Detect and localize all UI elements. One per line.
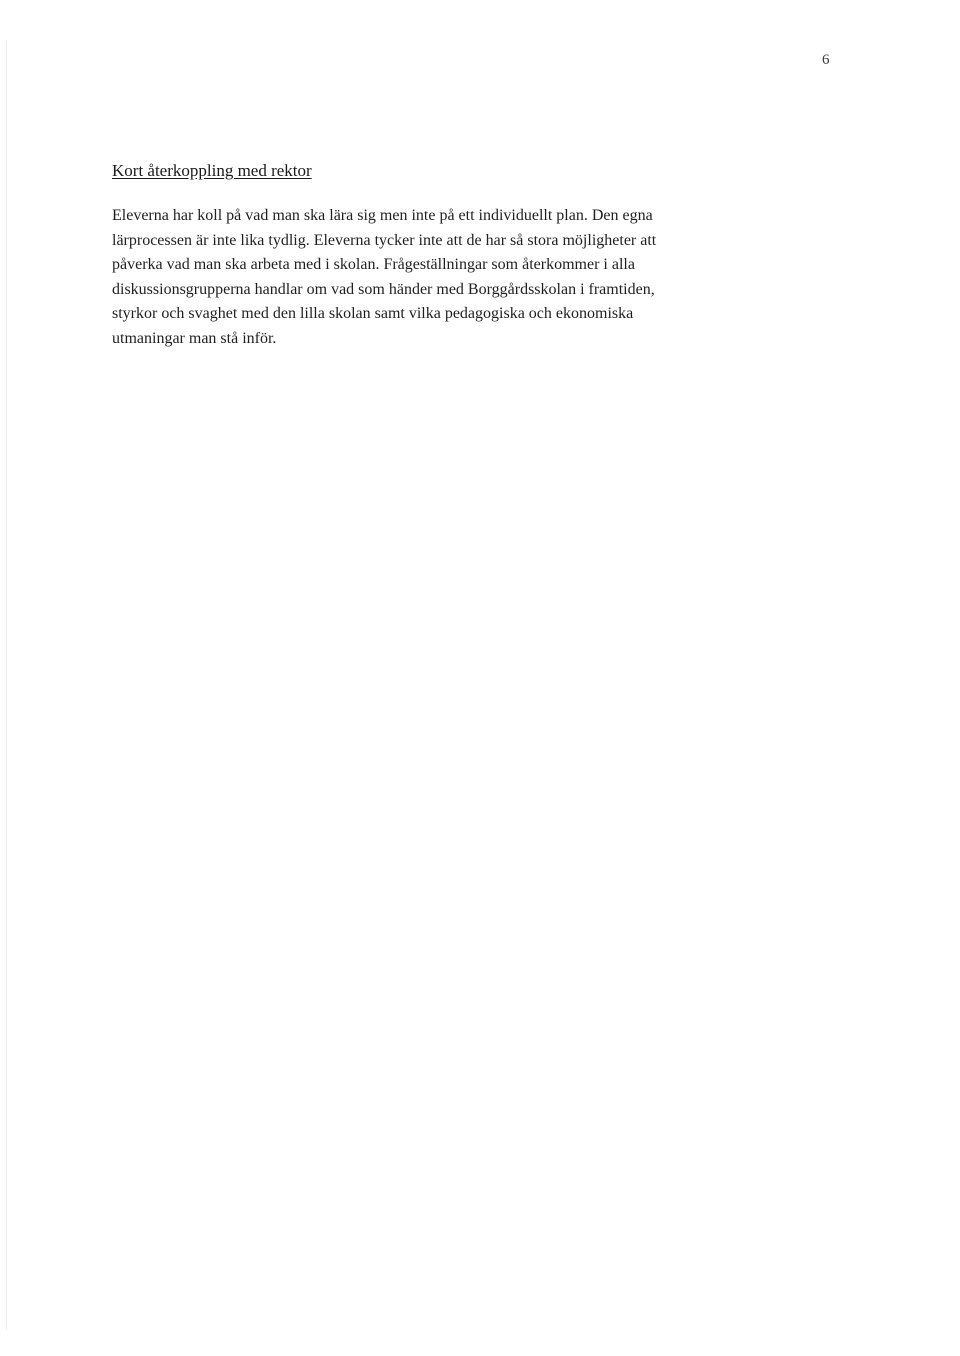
paragraph-line: lärprocessen är inte lika tydlig. Eleverna tycker inte att de har så stora möjligheter att (112, 231, 657, 249)
page-number: 6 (822, 52, 830, 68)
paragraph-line: utmaningar man stå inför. (112, 329, 277, 347)
body-paragraph (112, 204, 656, 352)
section-heading: Kort återkoppling med rektor (112, 161, 312, 180)
paragraph-line: Eleverna har koll på vad man ska lära sig men inte på ett individuellt plan. Den egna (112, 207, 653, 224)
paragraph-line: påverka vad man ska arbeta med i skolan. Frågeställningar som återkommer i alla (112, 256, 635, 274)
paragraph-line: styrkor och svaghet med den lilla skolan samt vilka pedagogiska och ekonomiska (112, 305, 634, 323)
page-edge-line (6, 40, 7, 1330)
paragraph-line: diskussionsgrupperna handlar om vad som händer med Borggårdsskolan i framtiden, (112, 280, 655, 298)
